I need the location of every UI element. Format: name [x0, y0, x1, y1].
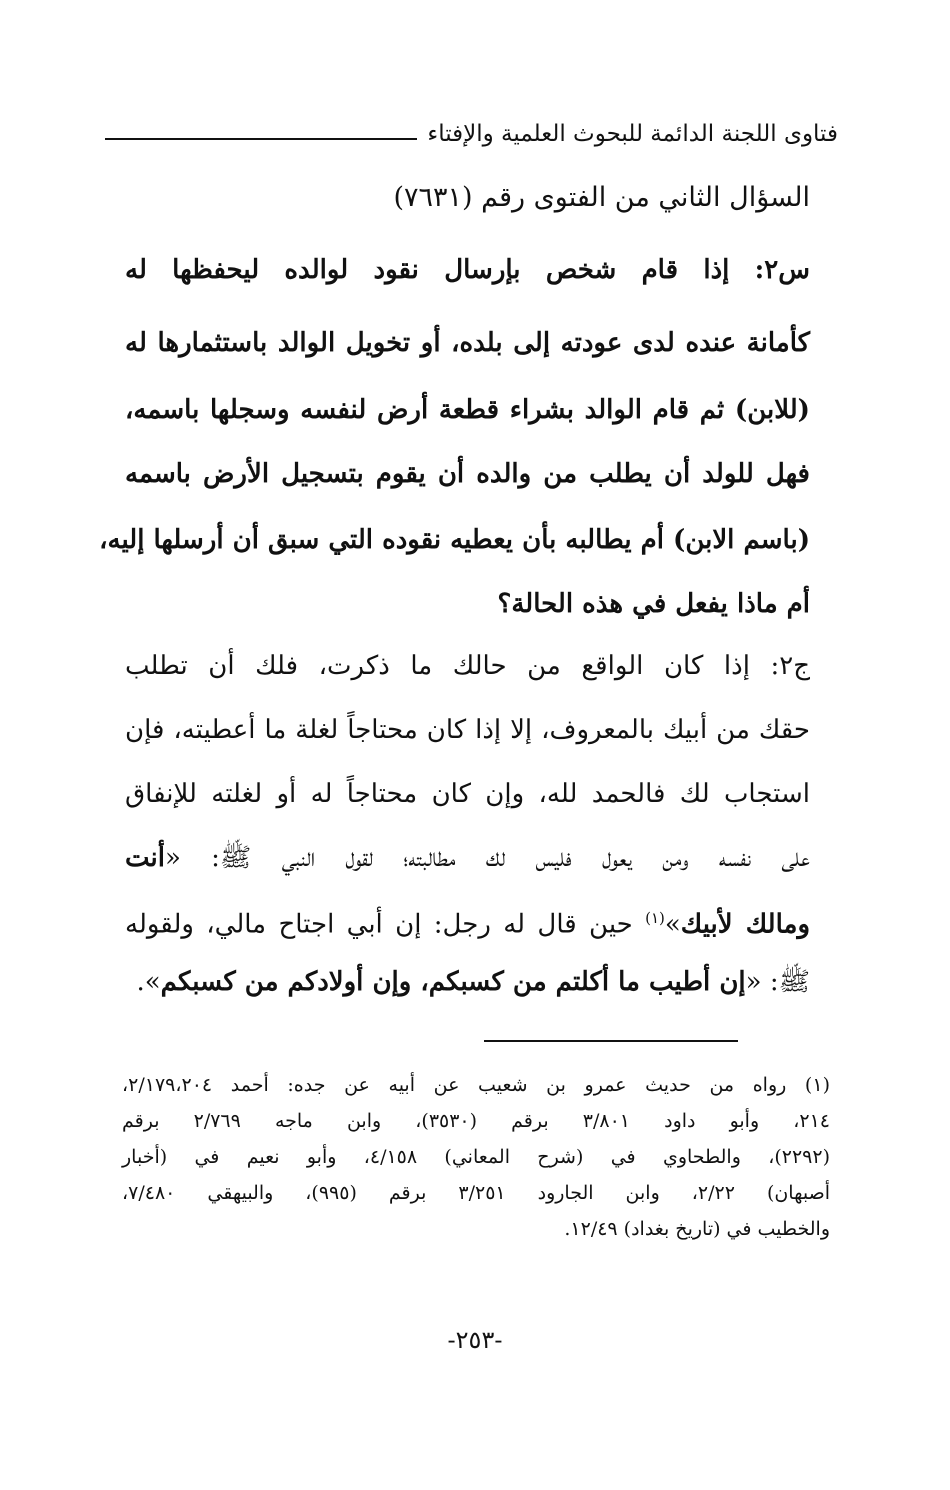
question-line: (للابن) ثم قام الوالد بشراء قطعة أرض لنفسه وسجلها باسمه،: [125, 395, 810, 425]
answer-text: على نفسه ومن يعول فليس لك مطالبته؛ لقول النبي ﷺ: «: [165, 843, 810, 873]
question-line: س٢: إذا قام شخص بإرسال نقود لوالده ليحفظها له: [125, 255, 810, 285]
answer-line: [125, 954, 810, 1010]
footnote-line: والخطيب في (تاريخ بغداد) ١٢/٤٩.: [564, 1218, 830, 1240]
question-heading: السؤال الثاني من الفتوى رقم (٧٦٣١): [393, 182, 810, 213]
answer-text: ﷺ: «: [745, 967, 810, 997]
footnote-line: أصبهان) ٢/٢٢، وابن الجارود ٣/٢٥١ برقم (٩٩٥)، والبيهقي ٧/٤٨٠،: [122, 1182, 830, 1204]
answer-line: استجاب لك فالحمد لله، وإن كان محتاجاً له أو لغلته للإنفاق: [125, 779, 810, 809]
footnote-line: ٢١٤، وأبو داود ٣/٨٠١ برقم (٣٥٣٠)، وابن ماجه ٢/٧٦٩ برقم: [122, 1110, 830, 1132]
footnote-line: (٢٢٩٢)، والطحاوي في (شرح المعاني) ٤/١٥٨، وأبو نعيم في (أخبار: [122, 1146, 830, 1168]
header-title: فتاوى اللجنة الدائمة للبحوث العلمية والإفتاء: [427, 121, 838, 147]
quote-mark: »: [664, 909, 681, 940]
question-line: (باسم الابن) أم يطالبه بأن يعطيه نقوده التي سبق أن أرسلها إليه،: [99, 525, 810, 555]
running-header: [105, 108, 838, 148]
hadith-text: إن أطيب ما أكلتم من كسبكم، وإن أولادكم من كسبكم: [160, 967, 746, 997]
question-line: كأمانة عنده لدى عودته إلى بلده، أو تخويل الوالد باستثمارها له: [125, 328, 810, 358]
footnote-line: (١) رواه من حديث عمرو بن شعيب عن أبيه عن جده: أحمد ٢/١٧٩،٢٠٤،: [122, 1074, 830, 1096]
page-number: -٢٥٣-: [447, 1326, 503, 1354]
question-line: فهل للولد أن يطلب من والده أن يقوم بتسجيل الأرض باسمه: [125, 459, 810, 489]
hadith-text: أنت: [125, 843, 165, 873]
footnote-ref: (١): [645, 909, 665, 927]
answer-text: ».: [136, 967, 161, 997]
hadith-text: ومالك لأبيك: [680, 909, 810, 940]
question-line: أم ماذا يفعل في هذه الحالة؟: [497, 589, 810, 619]
header-rule: [105, 138, 417, 140]
answer-line: [125, 830, 810, 886]
answer-line: ج٢: إذا كان الواقع من حالك ما ذكرت، فلك أن تطلب: [125, 651, 810, 681]
footnote-separator: [484, 1040, 738, 1042]
answer-line: حقك من أبيك بالمعروف، إلا إذا كان محتاجاً لغلة ما أعطيته، فإن: [125, 715, 811, 745]
answer-text: حين قال له رجل: إن أبي اجتاح مالي، ولقوله: [125, 909, 646, 940]
answer-line: [125, 890, 810, 946]
